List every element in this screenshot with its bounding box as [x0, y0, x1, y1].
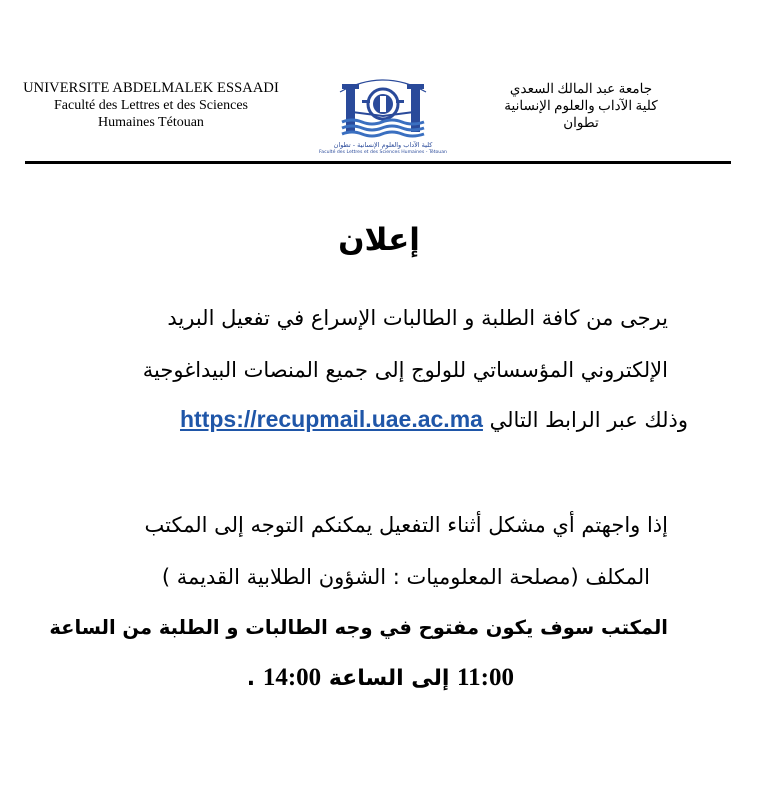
announcement-line-1: يرجى من كافة الطلبة و الطالبات الإسراع في تفعيل البريد — [167, 306, 668, 330]
end-period: . — [246, 666, 256, 691]
announcement-line-5: المكلف (مصلحة المعلوميات : الشؤون الطلابية القديمة ) — [161, 565, 650, 589]
link-intro-text: وذلك عبر الرابط التالي — [489, 408, 688, 432]
announcement-title: إعلان — [338, 222, 420, 258]
faculty-city-ar: تطوان — [563, 115, 599, 130]
announcement-line-4: إذا واجهتم أي مشكل أثناء التفعيل يمكنكم التوجه إلى المكتب — [144, 513, 668, 537]
end-time: 14:00 — [262, 664, 322, 691]
university-name-fr — [18, 80, 284, 131]
university-name-ar — [490, 80, 672, 131]
office-hours-times — [247, 664, 514, 692]
university-title-fr: UNIVERSITE ABDELMALEK ESSAADI — [23, 80, 279, 96]
logo-caption-fr: Faculté des Lettres et des Sciences Humaines - Tétouan — [319, 150, 447, 155]
faculty-name-ar: كلية الآداب والعلوم الإنسانية — [504, 98, 658, 113]
office-hours-line: المكتب سوف يكون مفتوح في وجه الطالبات و الطلبة من الساعة — [49, 616, 668, 639]
to-hour-text: إلى الساعة — [328, 666, 450, 691]
recupmail-link[interactable]: https://recupmail.uae.ac.ma — [180, 406, 483, 432]
announcement-line-3 — [180, 406, 688, 433]
start-time: 11:00 — [457, 664, 514, 691]
logo-caption-ar: كلية الآداب والعلوم الإنسانية - تطوان — [333, 141, 433, 149]
header-divider — [25, 161, 731, 164]
announcement-line-2: الإلكتروني المؤسساتي للولوج إلى جميع المنصات البيداغوجية — [142, 358, 668, 382]
university-title-ar: جامعة عبد المالك السعدي — [509, 81, 653, 96]
faculty-city-fr: Humaines Tétouan — [98, 115, 204, 130]
faculty-name-fr: Faculté des Lettres et des Sciences — [54, 98, 248, 113]
